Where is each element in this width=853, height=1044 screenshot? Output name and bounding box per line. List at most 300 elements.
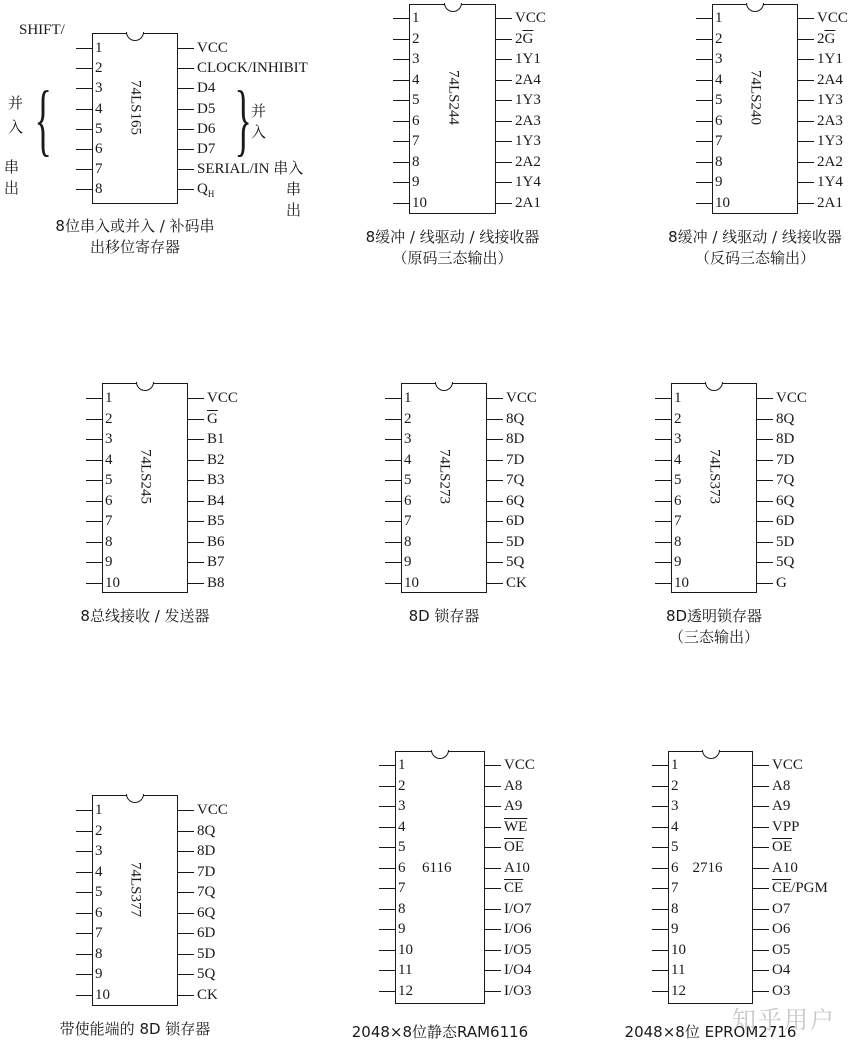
pin-label: $\overline{G}$	[207, 410, 218, 427]
pin-line	[76, 851, 92, 852]
pin-line	[86, 521, 102, 522]
parallel-in-label: 并	[8, 94, 24, 112]
chip-caption: 8D 锁存器	[408, 607, 480, 625]
pin-line	[178, 189, 194, 190]
pin-label: VCC	[515, 10, 546, 26]
pin-number: 5	[95, 884, 103, 900]
pin-line	[76, 913, 92, 914]
pin-label: 2A3	[515, 112, 541, 129]
pin-line	[86, 419, 102, 420]
pin-line	[385, 542, 401, 543]
pin-line	[487, 419, 503, 420]
part-number: 2716	[692, 859, 723, 876]
pin-label: O5	[772, 941, 791, 958]
pin-number: 7	[671, 880, 679, 896]
pin-line	[798, 203, 814, 204]
pin-label: 2A2	[817, 153, 843, 170]
pin-label: O4	[772, 962, 791, 978]
pin-line	[393, 121, 409, 122]
pin-label: 8D	[197, 843, 216, 859]
pin-label: I/O7	[504, 900, 532, 917]
pin-line	[652, 950, 668, 951]
pin-number: 4	[95, 100, 103, 117]
pin-line	[652, 827, 668, 828]
pin-label: VCC	[207, 390, 238, 406]
pin-label: 1Y3	[515, 133, 541, 149]
pin-line	[655, 562, 671, 563]
pin-line	[798, 59, 814, 60]
pin-line	[76, 933, 92, 934]
pin-line	[696, 121, 712, 122]
pin-number: 12	[671, 982, 686, 999]
pin-label: 6D	[506, 513, 525, 529]
pin-number: 6	[715, 112, 723, 129]
left-brace-icon: {	[34, 76, 52, 164]
pin-number: 3	[671, 798, 679, 814]
pin-number: 8	[715, 153, 723, 170]
pin-label: 7D	[776, 451, 795, 468]
pin-line	[385, 480, 401, 481]
pin-line	[178, 129, 194, 130]
pin-label: VCC	[817, 10, 848, 26]
pin-line	[696, 141, 712, 142]
pin-line	[86, 501, 102, 502]
pin-number: 2	[671, 777, 679, 794]
pin-line	[178, 68, 194, 69]
pin-number: 3	[398, 798, 406, 814]
pin-label: 6D	[197, 925, 216, 941]
pin-number: 6	[674, 492, 682, 509]
pin-line	[379, 786, 395, 787]
pin-label: 7Q	[776, 472, 795, 488]
pin-line	[393, 162, 409, 163]
pin-line	[379, 888, 395, 889]
pin-number: 7	[95, 161, 103, 178]
pin1-notch-icon	[126, 32, 144, 41]
pin-line	[76, 189, 92, 190]
pin-line	[178, 109, 194, 110]
pin-line	[652, 868, 668, 869]
pin-line	[178, 995, 194, 996]
pin-line	[76, 810, 92, 811]
right-brace-icon: }	[234, 76, 252, 164]
pin-number: 1	[95, 802, 103, 818]
pin-number: 7	[674, 513, 682, 529]
pin-line	[178, 88, 194, 89]
pin-line	[393, 80, 409, 81]
pin-line	[178, 974, 194, 975]
parallel-in-label: 并	[251, 102, 267, 120]
pin-number: 9	[398, 921, 406, 937]
pin-line	[487, 562, 503, 563]
chip-caption: 2048×8位 EPROM2716	[624, 1023, 797, 1041]
pin-number: 8	[404, 533, 412, 550]
pin-line	[379, 827, 395, 828]
pin-label: 8D	[506, 431, 525, 447]
pin-number: 2	[674, 410, 682, 427]
pin-label: 8D	[776, 431, 795, 447]
pin-line	[485, 991, 501, 992]
pin-number: 7	[412, 133, 420, 149]
pin-label: VCC	[776, 390, 807, 406]
pin-label: B4	[207, 492, 225, 509]
pin-number: 6	[404, 492, 412, 509]
pin-line	[188, 398, 204, 399]
parallel-in-label: 入	[8, 118, 24, 136]
pin1-notch-icon	[136, 382, 154, 391]
pin-line	[655, 501, 671, 502]
pin-line	[496, 100, 512, 101]
pin-line	[393, 100, 409, 101]
pin1-notch-icon	[431, 750, 449, 759]
pin-line	[379, 970, 395, 971]
chip-caption: 2048×8位静态RAM6116	[351, 1023, 529, 1041]
pin-label: 5Q	[776, 554, 795, 570]
pin-number: 4	[95, 863, 103, 880]
pin-line	[379, 950, 395, 951]
pin-number: 2	[95, 60, 103, 77]
pin-label: 6Q	[506, 492, 525, 509]
pin-line	[485, 765, 501, 766]
pin-label: VCC	[506, 390, 537, 406]
pin-line	[655, 583, 671, 584]
pin-label: 8Q	[506, 410, 525, 427]
pin-number: 10	[412, 194, 427, 211]
pin-label: CK	[197, 986, 218, 1003]
pin-number: 8	[105, 533, 113, 550]
pin-line	[385, 439, 401, 440]
pin-line	[487, 480, 503, 481]
pin-label: O3	[772, 982, 791, 999]
pin-number: 3	[95, 843, 103, 859]
pin-number: 2	[404, 410, 412, 427]
pin-line	[753, 929, 769, 930]
pin-line	[798, 80, 814, 81]
pin-label: 2A4	[817, 71, 843, 88]
pin-line	[379, 765, 395, 766]
pin-label: A8	[504, 777, 523, 794]
pin-number: 9	[715, 174, 723, 190]
pin-number: 7	[105, 513, 113, 529]
pin-line	[757, 419, 773, 420]
pin-number: 9	[404, 554, 412, 570]
pin-number: 5	[412, 92, 420, 108]
pin-line	[86, 542, 102, 543]
pin-label: 8Q	[776, 410, 795, 427]
pin-line	[652, 991, 668, 992]
pin-number: 9	[105, 554, 113, 570]
pin-line	[385, 398, 401, 399]
pin-label: B1	[207, 431, 225, 447]
pin-number: 4	[398, 818, 406, 835]
pin-number: 4	[412, 71, 420, 88]
pin-line	[652, 806, 668, 807]
pin-label: B5	[207, 513, 225, 529]
pin-label: I/O5	[504, 941, 532, 958]
pin-label: VCC	[504, 757, 535, 773]
pin-line	[798, 141, 814, 142]
pin-number: 4	[671, 818, 679, 835]
pin-number: 10	[404, 574, 419, 591]
pin-line	[487, 439, 503, 440]
pin-label: 1Y3	[817, 92, 843, 108]
pin-line	[753, 970, 769, 971]
pin-number: 3	[412, 51, 420, 67]
pin-number: 8	[95, 945, 103, 962]
pin-line	[652, 970, 668, 971]
pin-number: 8	[671, 900, 679, 917]
pin-label: 7D	[197, 863, 216, 880]
pin1-notch-icon	[705, 382, 723, 391]
pin-line	[496, 121, 512, 122]
pin-label: CK	[506, 574, 527, 591]
pin-line	[753, 950, 769, 951]
pin-number: 8	[412, 153, 420, 170]
pin-label: 2A1	[817, 194, 843, 211]
chip-caption: 8总线接收 / 发送器	[80, 607, 210, 625]
pin-line	[188, 562, 204, 563]
pin-label: I/O6	[504, 921, 532, 937]
pin-line	[485, 909, 501, 910]
pin-line	[753, 991, 769, 992]
pin-line	[753, 786, 769, 787]
pin-line	[76, 149, 92, 150]
pin-number: 4	[715, 71, 723, 88]
pin-number: 5	[715, 92, 723, 108]
pin-label: $2\overline{G}$	[817, 30, 836, 47]
pin-line	[178, 48, 194, 49]
pin-line	[652, 847, 668, 848]
pin-number: 10	[398, 941, 413, 958]
pin-line	[753, 847, 769, 848]
pin-line	[178, 872, 194, 873]
pin-line	[178, 831, 194, 832]
pin-line	[798, 162, 814, 163]
pin-label: G	[776, 574, 787, 591]
pin-number: 4	[105, 451, 113, 468]
pin-line	[496, 59, 512, 60]
pin-line	[696, 162, 712, 163]
pin-number: 1	[412, 10, 420, 26]
pin-label: 8Q	[197, 822, 216, 839]
pin-label: CLOCK/INHIBIT	[197, 60, 308, 77]
pin-label: O6	[772, 921, 791, 937]
part-number: 74LS245	[137, 448, 154, 504]
pin-line	[393, 59, 409, 60]
pin-line	[496, 182, 512, 183]
pin-number: 2	[412, 30, 420, 47]
pin-label: VCC	[197, 802, 228, 818]
pin-line	[696, 39, 712, 40]
pin-line	[753, 909, 769, 910]
chip-caption: 带使能端的 8D 锁存器	[59, 1020, 211, 1038]
pin-line	[379, 868, 395, 869]
pin-number: 5	[398, 839, 406, 855]
pin-number: 1	[105, 390, 113, 406]
pin-line	[76, 954, 92, 955]
pin-label: VPP	[772, 818, 800, 835]
pin1-notch-icon	[126, 794, 144, 803]
pin-line	[393, 18, 409, 19]
pin-label: I/O4	[504, 962, 532, 978]
pin-label: SERIAL/IN 串入	[197, 161, 304, 178]
pin-line	[652, 765, 668, 766]
pin-line	[188, 583, 204, 584]
pin-line	[393, 182, 409, 183]
pin-line	[696, 182, 712, 183]
pin-number: 7	[715, 133, 723, 149]
pin-line	[379, 991, 395, 992]
pin-line	[487, 583, 503, 584]
pin-label: 1Y1	[515, 51, 541, 67]
pin-label: VCC	[197, 40, 228, 56]
pin-number: 2	[105, 410, 113, 427]
pin-line	[188, 419, 204, 420]
pin-line	[485, 888, 501, 889]
pin-number: 9	[412, 174, 420, 190]
pin-line	[76, 109, 92, 110]
pin-line	[393, 141, 409, 142]
pin-label: D7	[197, 141, 216, 157]
pin-number: 5	[95, 120, 103, 137]
pin-label: D6	[197, 120, 216, 137]
pin-line	[393, 39, 409, 40]
pin-number: 10	[674, 574, 689, 591]
pin-label: 5D	[776, 533, 795, 550]
pin-line	[696, 100, 712, 101]
pin-number: 1	[671, 757, 679, 773]
pin-line	[485, 806, 501, 807]
pin-label: B8	[207, 574, 225, 591]
pin-line	[757, 521, 773, 522]
pin-number: 6	[671, 859, 679, 876]
pin-label: 2A1	[515, 194, 541, 211]
pin-line	[485, 929, 501, 930]
pin-label: 7Q	[506, 472, 525, 488]
pin-number: 2	[398, 777, 406, 794]
parallel-in-label: 入	[251, 123, 267, 141]
pin-label: 6D	[776, 513, 795, 529]
pin-line	[496, 18, 512, 19]
pin-line	[76, 995, 92, 996]
pin-line	[485, 970, 501, 971]
pin-line	[757, 583, 773, 584]
pin-line	[655, 439, 671, 440]
pin-line	[76, 88, 92, 89]
pin-line	[798, 18, 814, 19]
pin-label: VCC	[772, 757, 803, 773]
pin-line	[188, 439, 204, 440]
pin-line	[487, 460, 503, 461]
watermark: 知乎用户	[732, 1006, 836, 1034]
pin-line	[757, 480, 773, 481]
pin-number: 1	[404, 390, 412, 406]
pin-number: 10	[671, 941, 686, 958]
pin-line	[76, 48, 92, 49]
pin-number: 1	[95, 40, 103, 56]
pin-label: A10	[772, 859, 798, 876]
pin-line	[753, 888, 769, 889]
pin-label: 5Q	[197, 966, 216, 982]
pin-label: 1Y4	[817, 174, 843, 190]
pin-line	[757, 460, 773, 461]
pin-label: 7D	[506, 451, 525, 468]
pin-line	[86, 583, 102, 584]
pin-label: B2	[207, 451, 225, 468]
pin-label: 2A2	[515, 153, 541, 170]
pin-label: D5	[197, 100, 216, 117]
pin-line	[655, 542, 671, 543]
pin-line	[86, 439, 102, 440]
pin-line	[393, 203, 409, 204]
pin-line	[753, 827, 769, 828]
chip-caption: （原码三态输出）	[392, 249, 513, 267]
pin-line	[385, 460, 401, 461]
pin-number: 1	[715, 10, 723, 26]
pin-line	[496, 39, 512, 40]
pin-line	[487, 521, 503, 522]
pin-line	[178, 169, 194, 170]
pin-label: $\overline{CE}$	[504, 880, 524, 896]
pin-line	[485, 827, 501, 828]
pin-line	[178, 851, 194, 852]
pin-number: 6	[95, 141, 103, 157]
pin-number: 6	[398, 859, 406, 876]
pin-number: 2	[715, 30, 723, 47]
pin-line	[178, 954, 194, 955]
pin-line	[188, 480, 204, 481]
pin-number: 6	[105, 492, 113, 509]
pin-number: 3	[715, 51, 723, 67]
pin-number: 12	[398, 982, 413, 999]
pin-line	[753, 868, 769, 869]
chip-caption: 8D透明锁存器	[665, 607, 763, 625]
pin-line	[385, 419, 401, 420]
pin-number: 9	[671, 921, 679, 937]
pin-label: I/O3	[504, 982, 532, 999]
pin-line	[76, 974, 92, 975]
pin-line	[496, 203, 512, 204]
pin-line	[385, 501, 401, 502]
pin-line	[757, 542, 773, 543]
pin-number: 10	[95, 986, 110, 1003]
pin-line	[652, 929, 668, 930]
pin-line	[178, 913, 194, 914]
pin-number: 1	[398, 757, 406, 773]
pin-line	[753, 765, 769, 766]
pin-number: 6	[412, 112, 420, 129]
pin-line	[188, 542, 204, 543]
part-number: 74LS377	[127, 861, 144, 917]
pin-line	[485, 950, 501, 951]
pin-line	[86, 460, 102, 461]
pin-line	[178, 149, 194, 150]
pin-number: 4	[674, 451, 682, 468]
pin1-notch-icon	[444, 3, 462, 12]
pin-line	[655, 480, 671, 481]
pin-line	[487, 501, 503, 502]
chip-caption: 出移位寄存器	[89, 238, 180, 256]
pin-line	[487, 542, 503, 543]
pin-line	[178, 933, 194, 934]
pin-number: 7	[95, 925, 103, 941]
pin-label: O7	[772, 900, 791, 917]
pin-label: $\overline{CE}$/PGM	[772, 880, 828, 896]
pin-number: 9	[674, 554, 682, 570]
pin-label: A9	[504, 798, 523, 814]
pin-label: A9	[772, 798, 791, 814]
pin-line	[652, 786, 668, 787]
